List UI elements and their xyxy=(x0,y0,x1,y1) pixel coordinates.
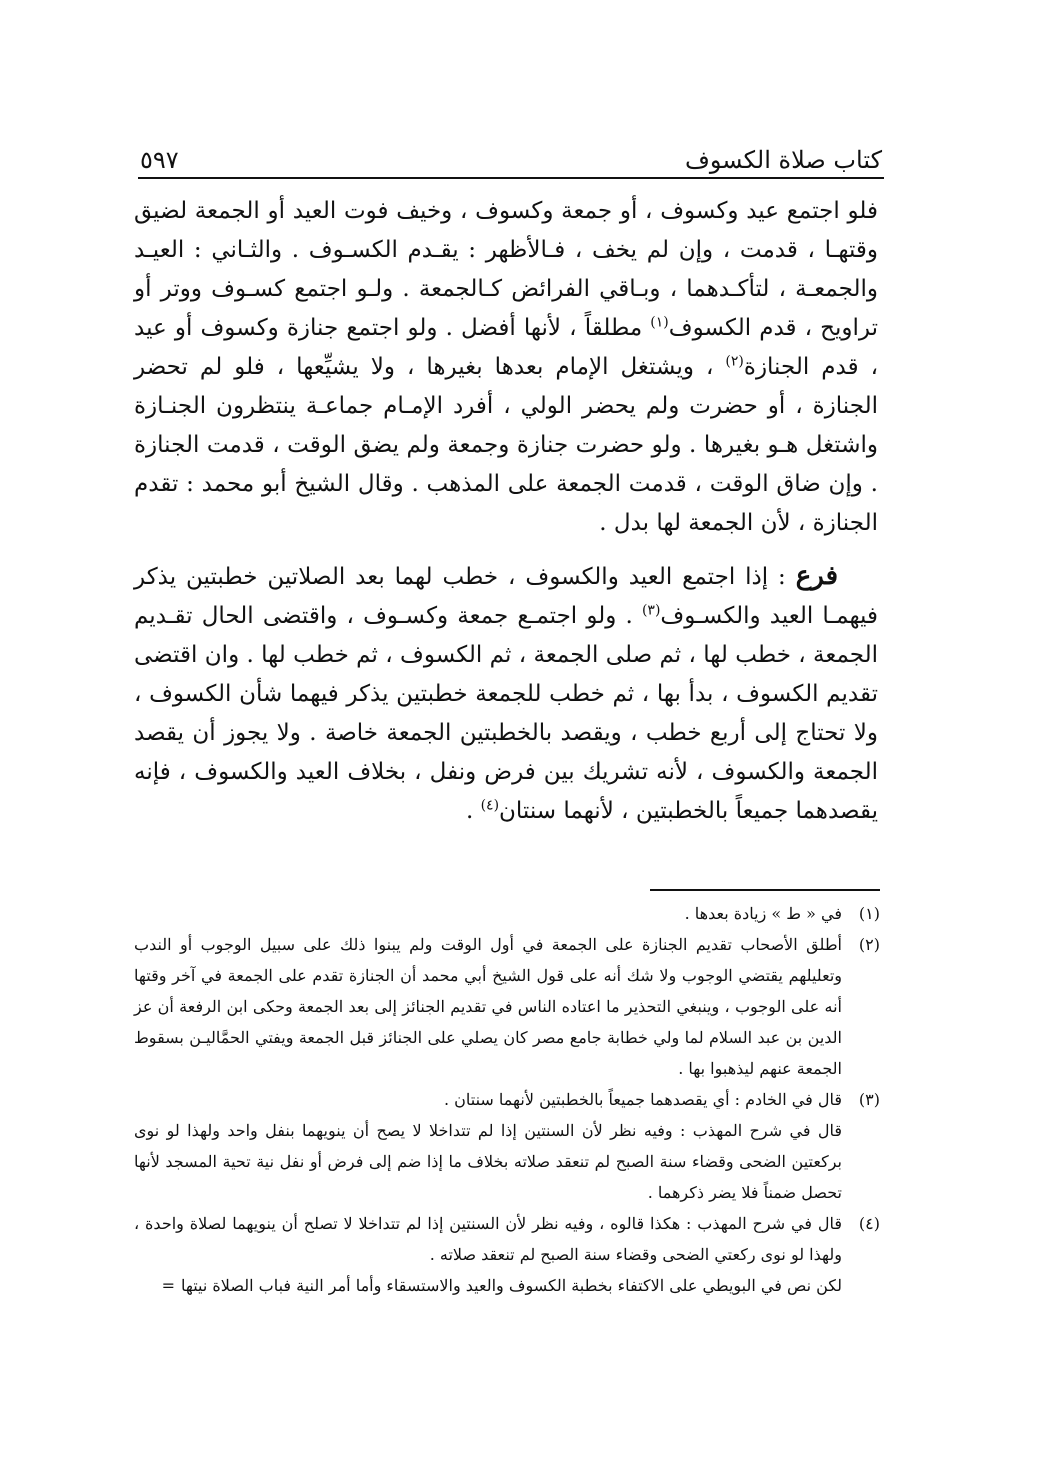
footnote-2 xyxy=(134,929,880,1084)
paragraph-2-part-a: : إذا اجتمع العيد والكسوف ، خطب لهما بعد الصلاتين خطبتين يذكر فيهمـا العيد والكسـوف xyxy=(134,564,878,629)
chapter-title: كتاب صلاة الكسوف xyxy=(684,146,882,174)
paragraph-2-part-b: . ولو اجتمـع جمعة وكسـوف ، واقتضى الحال تقـديم الجمعة ، خطب لها ، ثم صلى الجمعة ، ثم الكسوف ، ثم خطب لها . وان اقتضى تقديم الكسوف ، بدأ بها ، ثم خطب للجمعة خطبتين يذكر فيهما شأن الكسوف ، ولا تحتاج إلى أربع خطب ، ويقصد بالخطبتين الجمعة خاصة . ولا يجوز أن يقصد الجمعة والكسوف ، لأنه تشريك بين فرض ونفل ، بخلاف العيد والكسوف ، فإنه يقصدهما جميعاً بالخطبتين ، لأنهما سنتان xyxy=(134,603,878,824)
footnote-number: (٣) xyxy=(858,1090,880,1109)
main-text xyxy=(134,192,878,831)
footnote-separator xyxy=(650,889,880,891)
footnote-ref-1[interactable]: (١) xyxy=(650,314,669,331)
paragraph-1-part-c: ، ويشتغل الإمام بعدها بغيرها ، ولا يشيِّعها ، فلو لم تحضر الجنازة ، أو حضرت ولم يحضر الولي ، أفرد الإمـام جماعـة ينتظرون الجنـازة واشتغل هـو بغيرها . ولو حضرت جنازة وجمعة ولم يضق الوقت ، قدمت الجنازة . وإن ضاق الوقت ، قدمت الجمعة على المذهب . وقال الشيخ أبو محمد : تقدم الجنازة ، لأن الجمعة لها بدل . xyxy=(134,354,878,536)
footnotes xyxy=(134,898,880,1301)
footnote-ref-4[interactable]: (٤) xyxy=(480,797,500,814)
footnote-ref-2[interactable]: (٢) xyxy=(725,353,744,370)
continuation-mark: = xyxy=(161,1276,175,1295)
footnote-number: (٢) xyxy=(858,935,880,954)
footnote-ref-3[interactable]: (٣) xyxy=(641,602,661,619)
footnote-line-continued xyxy=(134,1270,842,1301)
footnote-line-text: لكن نص في البويطي على الاكتفاء بخطبة الكسوف والعيد والاستسقاء وأما أمر النية فباب الصلاة نيتها xyxy=(180,1276,842,1295)
footnote-4 xyxy=(134,1208,880,1301)
footnote-line: أطلق الأصحاب تقديم الجنازة على الجمعة في أول الوقت ولم يبنوا ذلك على سبيل الوجوب أو الندب وتعليلهم يقتضي الوجوب ولا شك أنه على قول الشيخ أبي محمد أن الجنازة تقدم على الجمعة في آخر وقتها أنه على الوجوب ، وينبغي التحذير ما اعتاده الناس في تقديم الجنائز إلى بعد الجمعة وحكى ابن الرفعة أن عز الدين بن عبد السلام لما ولي خطابة جامع مصر كان يصلي على الجنائز قبل الجمعة ويفتي الحمَّاليـن بسقوط الجمعة عنهم ليذهبوا بها . xyxy=(134,935,843,1078)
footnote-body xyxy=(134,929,842,1084)
page-header xyxy=(140,138,882,174)
page-number: ٥٩٧ xyxy=(140,146,179,174)
footnote-number: (١) xyxy=(858,904,880,923)
footnote-line: قال في شرح المهذب : هكذا قالوه ، وفيه نظر لأن السنتين إذا لم تتداخلا لا تصلح أن ينويهما لصلاة واحدة ، ولهذا لو نوى ركعتي الضحى وقضاء سنة الصبح لم تنعقد صلاته . xyxy=(134,1214,842,1264)
footnote-1 xyxy=(134,898,880,929)
paragraph-1-part-b: مطلقاً ، لأنها أفضل . ولو اجتمع جنازة وكسوف أو عيد ، قدم الجنازة xyxy=(134,315,878,380)
footnote-body xyxy=(134,1208,842,1301)
paragraph-2-part-c: . xyxy=(465,798,481,824)
footnote-number: (٤) xyxy=(858,1214,880,1233)
footnote-line: قال في شرح المهذب : وفيه نظر لأن السنتين إذا لم تتداخلا لا يصح أن ينويهما بنفل واحد ولهذا لو نوى بركعتين الضحى وقضاء سنة الصبح لم تنعقد صلاته بخلاف ما إذا ضم إلى فرض أو نفل نية تحية المسجد لأنها تحصل ضمناً فلا يضر ذكرهما . xyxy=(134,1121,842,1202)
section-lead-far: فرع xyxy=(795,561,838,591)
header-rule xyxy=(138,177,884,179)
footnote-body xyxy=(134,898,842,929)
paragraph-1-part-a: فلو اجتمع عيد وكسوف ، أو جمعة وكسوف ، وخيف فوت العيد أو الجمعة لضيق وقتهـا ، قدمت ، وإن لم يخف ، فـالأظهر : يقـدم الكسـوف . والثـاني : العيـد والجمعـة ، لتأكـدهما ، وبـاقي الفرائض كـالجمعة . ولـو اجتمع كسـوف ووتر أو تراويح ، قدم الكسوف xyxy=(134,198,879,341)
footnote-body xyxy=(134,1084,842,1208)
footnote-line: قال في الخادم : أي يقصدهما جميعاً بالخطبتين لأنهما سنتان . xyxy=(443,1090,842,1109)
footnote-line: في « ط » زيادة بعدها . xyxy=(684,904,842,923)
paragraph-1 xyxy=(134,192,878,543)
paragraph-2 xyxy=(134,557,878,831)
footnote-3 xyxy=(134,1084,880,1208)
